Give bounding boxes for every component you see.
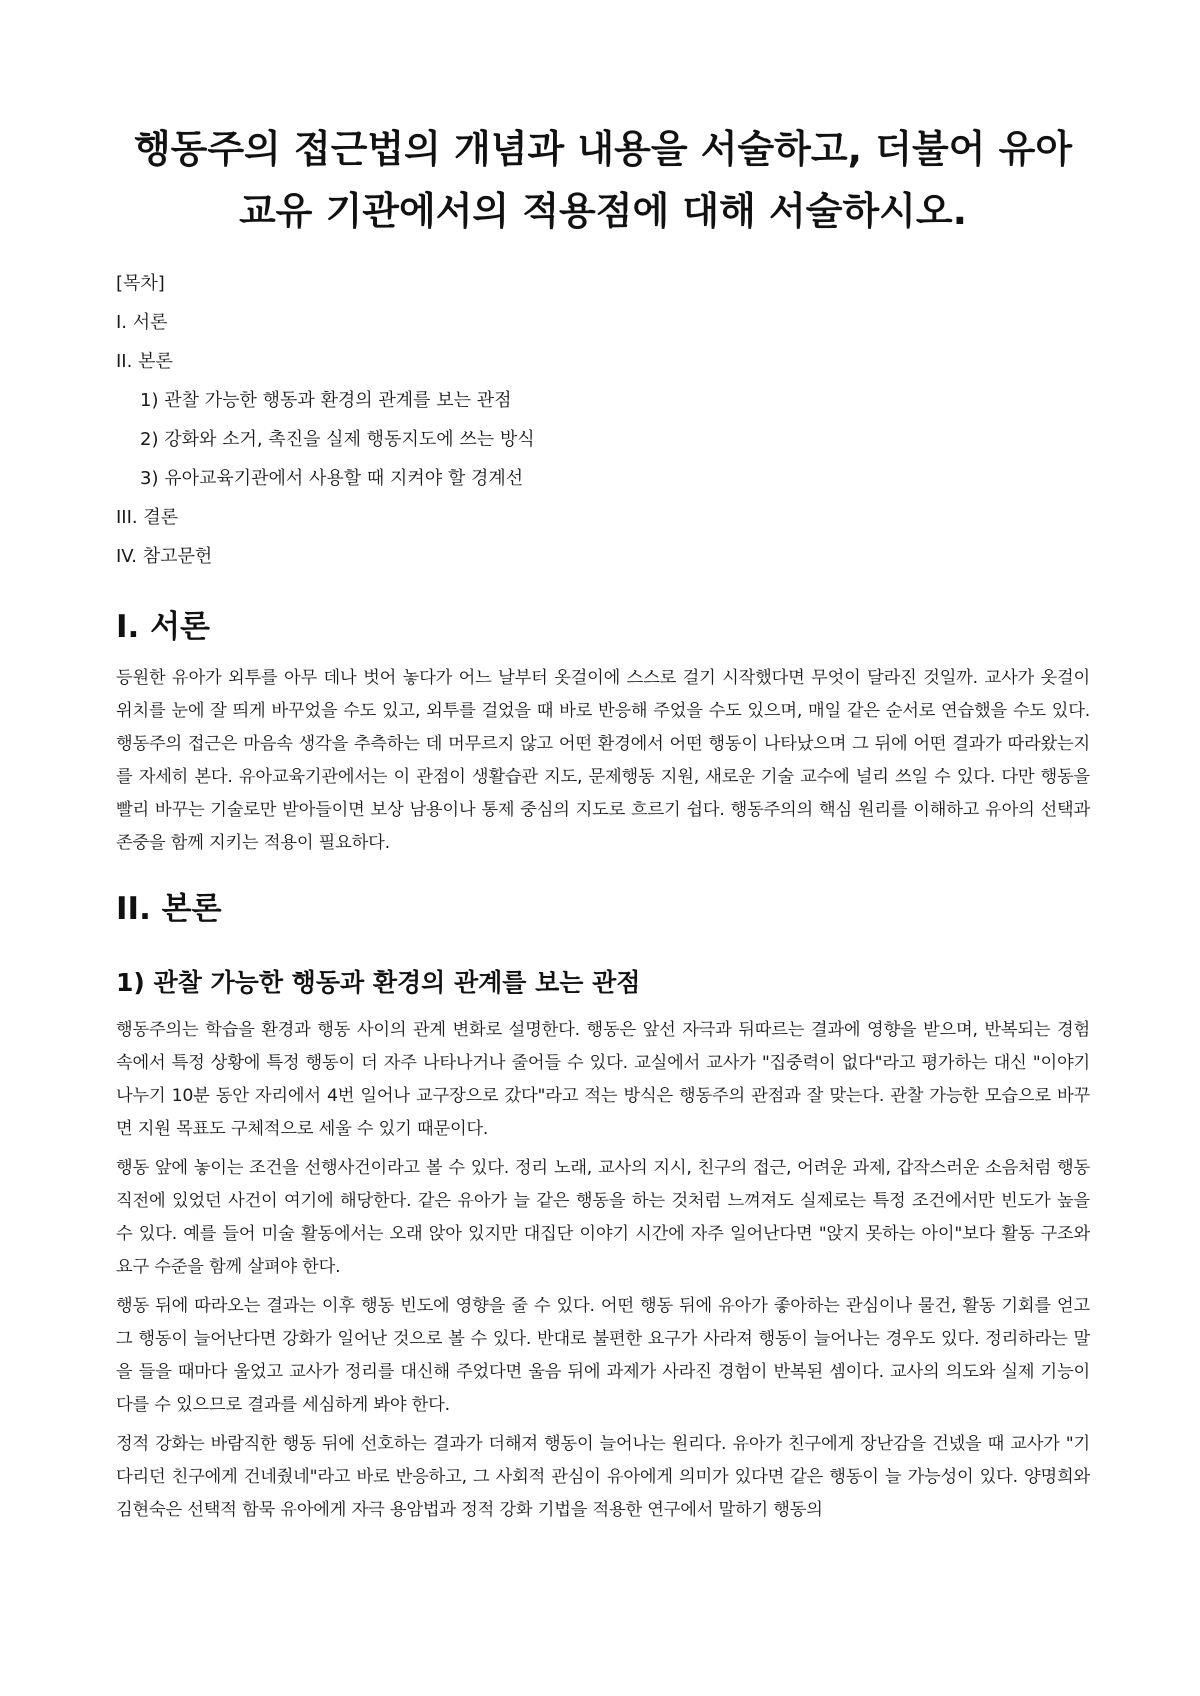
toc-subitem-2: 2) 강화와 소거, 촉진을 실제 행동지도에 쓰는 방식 — [140, 429, 535, 450]
introduction-section — [116, 606, 1090, 860]
body-section — [116, 888, 1090, 1527]
body-paragraph-3: 행동 뒤에 따라오는 결과는 이후 행동 빈도에 영향을 줄 수 있다. 어떤 행동 뒤에 유아가 좋아하는 관심이나 물건, 활동 기회를 얻고 그 행동이 늘어난다면 강화가 일어난 것으로 볼 수 있다. 반대로 불편한 요구가 사라져 행동이 늘어나는 경우도 있다. 정리하라는 말을 들을 때마다 울었고 교사가 정리를 대신해 주었다면 울음 뒤에 과제가 사라진 경험이 반복된 셈이다. 교사의 의도와 실제 기능이 다를 수 있으므로 결과를 세심하게 봐야 한다. — [116, 1296, 1090, 1415]
intro-paragraph: 등원한 유아가 외투를 아무 데나 벗어 놓다가 어느 날부터 옷걸이에 스스로 걸기 시작했다면 무엇이 달라진 것일까. 교사가 옷걸이 위치를 눈에 잘 띄게 바꾸었을 수도 있고, 외투를 걸었을 때 바로 반응해 주었을 수도 있으며, 매일 같은 순서로 연습했을 수도 있다. 행동주의 접근은 마음속 생각을 추측하는 데 머무르지 않고 어떤 환경에서 어떤 행동이 나타났으며 그 뒤에 어떤 결과가 따라왔는지를 자세히 본다. 유아교육기관에서는 이 관점이 생활습관 지도, 문제행동 지원, 새로운 기술 교수에 널리 쓰일 수 있다. 다만 행동을 빨리 바꾸는 기술로만 받아들이면 보상 남용이나 통제 중심의 지도로 흐르기 쉽다. 행동주의의 핵심 원리를 이해하고 유아의 선택과 존중을 함께 지키는 적용이 필요하다. — [116, 668, 1090, 853]
table-of-contents — [116, 264, 1090, 576]
body-paragraph-1: 행동주의는 학습을 환경과 행동 사이의 관계 변화로 설명한다. 행동은 앞선 자극과 뒤따르는 결과에 영향을 받으며, 반복되는 경험 속에서 특정 상황에 특정 행동이 더 자주 나타나거나 줄어들 수 있다. 교실에서 교사가 "집중력이 없다"라고 평가하는 대신 "이야기나누기 10분 동안 자리에서 4번 일어나 교구장으로 갔다"라고 적는 방식은 행동주의 관점과 잘 맞는다. 관찰 가능한 모습으로 바꾸면 지원 목표도 구체적으로 세울 수 있기 때문이다. — [116, 1020, 1090, 1139]
toc-item-conclusion: III. 결론 — [116, 507, 179, 528]
section-heading-introduction: I. 서론 — [116, 609, 210, 645]
toc-item-introduction: I. 서론 — [116, 312, 168, 333]
document-title: 행동주의 접근법의 개념과 내용을 서술하고, 더불어 유아교유 기관에서의 적용점에 대해 서술하시오. — [133, 127, 1073, 233]
section-heading-body: II. 본론 — [116, 891, 222, 927]
toc-heading: [목차] — [116, 273, 165, 294]
subsection-heading-1: 1) 관찰 가능한 행동과 환경의 관계를 보는 관점 — [116, 968, 641, 997]
toc-item-body: II. 본론 — [116, 351, 173, 372]
body-paragraph-4: 정적 강화는 바람직한 행동 뒤에 선호하는 결과가 더해져 행동이 늘어나는 원리다. 유아가 친구에게 장난감을 건넸을 때 교사가 "기다리던 친구에게 건네줬네"라고 바로 반응하고, 그 사회적 관심이 유아에게 의미가 있다면 같은 행동이 늘 가능성이 있다. 양명희와 김현숙은 선택적 함묵 유아에게 자극 용암법과 정적 강화 기법을 적용한 연구에서 말하기 행동의 — [116, 1434, 1090, 1520]
toc-subitem-1: 1) 관찰 가능한 행동과 환경의 관계를 보는 관점 — [140, 390, 512, 411]
body-paragraph-2: 행동 앞에 놓이는 조건을 선행사건이라고 볼 수 있다. 정리 노래, 교사의 지시, 친구의 접근, 어려운 과제, 갑작스러운 소음처럼 행동 직전에 있었던 사건이 여기에 해당한다. 같은 유아가 늘 같은 행동을 하는 것처럼 느껴져도 실제로는 특정 조건에서만 빈도가 높을 수 있다. 예를 들어 미술 활동에서는 오래 앉아 있지만 대집단 이야기 시간에 자주 일어난다면 "앉지 못하는 아이"보다 활동 구조와 요구 수준을 함께 살펴야 한다. — [116, 1158, 1090, 1277]
toc-item-references: IV. 참고문헌 — [116, 546, 213, 567]
toc-subitem-3: 3) 유아교육기관에서 사용할 때 지켜야 할 경계선 — [140, 468, 524, 489]
